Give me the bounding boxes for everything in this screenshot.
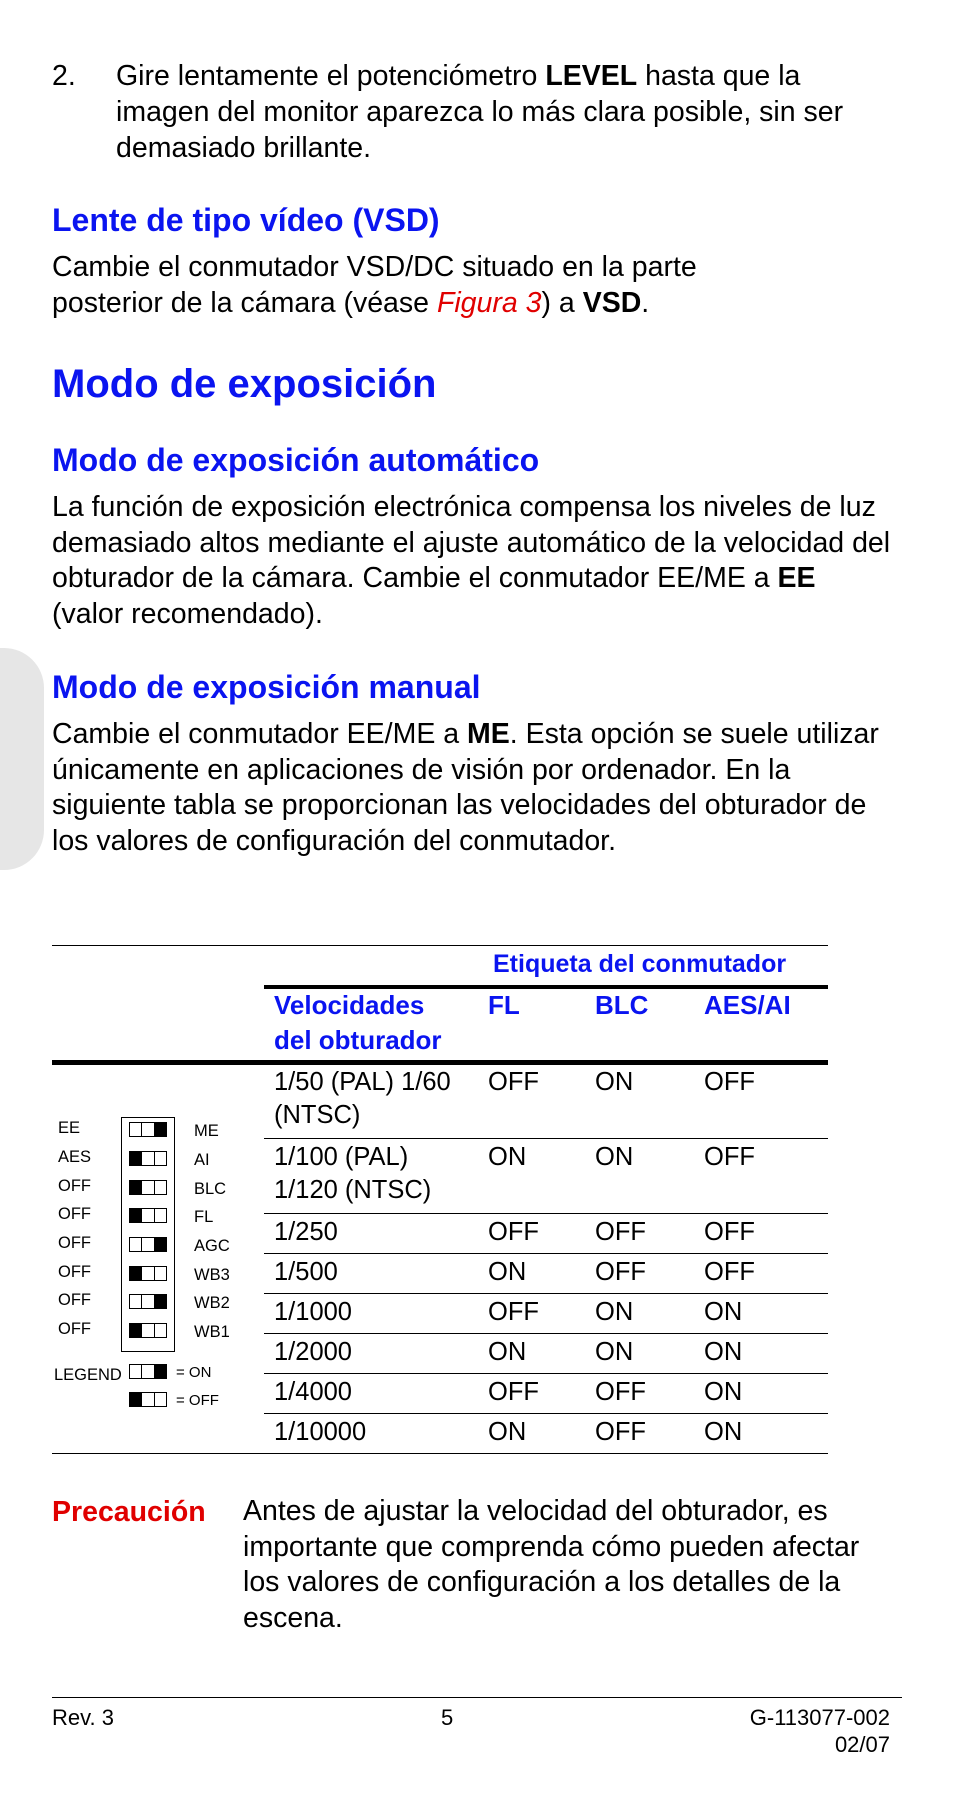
numbered-step bbox=[52, 58, 892, 166]
row-divider bbox=[264, 1138, 828, 1139]
table-row-6-fl: OFF bbox=[488, 1378, 539, 1406]
table-row-2-speed: 1/250 bbox=[274, 1218, 338, 1246]
step-text: Gire lentamente el potenciómetro LEVEL hasta que la imagen del monitor aparezca lo más clara posible, sin ser demasiado brillante. bbox=[116, 60, 844, 164]
switch-left-label: OFF bbox=[58, 1291, 91, 1309]
row-divider bbox=[264, 1373, 828, 1374]
header-bottom-rule bbox=[52, 1060, 828, 1065]
table-row-5-speed: 1/2000 bbox=[274, 1338, 352, 1366]
table-row-6-blc: OFF bbox=[595, 1378, 646, 1406]
table-row-1-aes: OFF bbox=[704, 1143, 755, 1171]
table-row-7-speed: 1/10000 bbox=[274, 1418, 367, 1446]
switch-left-label: OFF bbox=[58, 1263, 91, 1281]
table-row-0-speed: 1/50 (PAL) 1/60 (NTSC) bbox=[274, 1068, 451, 1129]
table-row-7-fl: ON bbox=[488, 1418, 527, 1446]
section-tab-marker bbox=[0, 648, 44, 870]
table-row-2-fl: OFF bbox=[488, 1218, 539, 1246]
row-divider bbox=[264, 1253, 828, 1254]
level-keyword: LEVEL bbox=[545, 60, 638, 92]
switch-left-label: OFF bbox=[58, 1177, 91, 1195]
switch-right-label: ME bbox=[194, 1122, 219, 1140]
dip-switch-aes-ai bbox=[129, 1151, 167, 1166]
table-bottom-rule bbox=[52, 1453, 828, 1454]
table-row-7-blc: OFF bbox=[595, 1418, 646, 1446]
row-divider bbox=[264, 1293, 828, 1294]
table-row-0-blc: ON bbox=[595, 1068, 634, 1096]
table-row-6-speed: 1/4000 bbox=[274, 1378, 352, 1406]
table-row-2-blc: OFF bbox=[595, 1218, 646, 1246]
switch-left-label: AES bbox=[58, 1148, 92, 1166]
table-row-6-aes: ON bbox=[704, 1378, 743, 1406]
legend-switch-on bbox=[129, 1364, 167, 1379]
caution-label: Precaución bbox=[52, 1496, 206, 1528]
table-row-0-aes: OFF bbox=[704, 1068, 755, 1096]
switch-left-label: OFF bbox=[58, 1234, 91, 1252]
vsd-heading: Lente de tipo vídeo (VSD) bbox=[52, 202, 440, 238]
exposure-mode-title: Modo de exposición bbox=[52, 362, 437, 406]
step-number: 2. bbox=[52, 60, 76, 92]
dip-switch-blc bbox=[129, 1180, 167, 1195]
switch-right-label: BLC bbox=[194, 1180, 227, 1198]
table-row-1-blc: ON bbox=[595, 1143, 634, 1171]
switch-right-label: WB3 bbox=[194, 1266, 230, 1284]
row-divider bbox=[264, 1333, 828, 1334]
table-row-1-speed: 1/100 (PAL) 1/120 (NTSC) bbox=[274, 1143, 432, 1204]
row-divider bbox=[264, 1413, 828, 1414]
table-row-5-aes: ON bbox=[704, 1338, 743, 1366]
table-row-3-fl: ON bbox=[488, 1258, 527, 1286]
switch-left-label: OFF bbox=[58, 1205, 91, 1223]
switch-left-label: EE bbox=[58, 1119, 81, 1137]
table-row-7-aes: ON bbox=[704, 1418, 743, 1446]
table-row-4-aes: ON bbox=[704, 1298, 743, 1326]
manual-exposure-paragraph: Cambie el conmutador EE/ME a ME. Esta opción se suele utilizar únicamente en aplicaciones de visión por ordenador. En la siguiente tabla se proporcionan las velocidades del obturador de los valores de configuración del conmutador. bbox=[52, 718, 879, 857]
switch-right-label: FL bbox=[194, 1208, 214, 1226]
figure-reference-link[interactable]: Figura 3 bbox=[436, 286, 542, 319]
table-row-4-speed: 1/1000 bbox=[274, 1298, 352, 1326]
table-row-5-blc: ON bbox=[595, 1338, 634, 1366]
row-divider bbox=[264, 1213, 828, 1214]
table-row-0-fl: OFF bbox=[488, 1068, 539, 1096]
table-row-3-speed: 1/500 bbox=[274, 1258, 338, 1286]
switch-label-group-header: Etiqueta del conmutador bbox=[493, 950, 787, 978]
legend-label: LEGEND bbox=[54, 1366, 122, 1384]
dip-switch-wb1 bbox=[129, 1323, 167, 1338]
dip-switch-wb2 bbox=[129, 1294, 167, 1309]
legend-off-label: = OFF bbox=[176, 1392, 219, 1409]
footer-revision: Rev. 3 bbox=[52, 1705, 114, 1730]
switch-right-label: WB1 bbox=[194, 1323, 230, 1341]
switch-left-label: OFF bbox=[58, 1320, 91, 1338]
dip-switch-fl bbox=[129, 1208, 167, 1223]
table-row-5-fl: ON bbox=[488, 1338, 527, 1366]
legend-switch-off bbox=[129, 1392, 167, 1407]
col-header-aes-ai: AES/AI bbox=[704, 990, 791, 1020]
table-row-4-blc: ON bbox=[595, 1298, 634, 1326]
table-row-3-blc: OFF bbox=[595, 1258, 646, 1286]
footer-doc-number: G-113077-002 bbox=[749, 1705, 890, 1730]
table-row-1-fl: ON bbox=[488, 1143, 527, 1171]
footer-page-number: 5 bbox=[441, 1705, 454, 1730]
footer-date: 02/07 bbox=[834, 1732, 890, 1757]
footer-rule bbox=[52, 1697, 902, 1698]
switch-right-label: AGC bbox=[194, 1237, 230, 1255]
auto-exposure-heading: Modo de exposición automático bbox=[52, 442, 540, 478]
dip-switch-agc bbox=[129, 1237, 167, 1252]
manual-exposure-heading: Modo de exposición manual bbox=[52, 669, 481, 705]
caution-text: Antes de ajustar la velocidad del obturador, es importante que comprenda cómo pueden afectar los valores de configuración a los detalles de la escena. bbox=[243, 1495, 860, 1634]
dip-switch-wb3 bbox=[129, 1266, 167, 1281]
col-header-fl: FL bbox=[488, 990, 520, 1020]
switch-right-label: WB2 bbox=[194, 1294, 230, 1312]
col-header-blc: BLC bbox=[595, 990, 649, 1020]
dip-switch-ee-me bbox=[129, 1122, 167, 1137]
vsd-paragraph: Cambie el conmutador VSD/DC situado en la parte posterior de la cámara (véase Figura 3) a VSD. bbox=[52, 251, 697, 319]
table-top-rule bbox=[52, 945, 828, 946]
table-row-4-fl: OFF bbox=[488, 1298, 539, 1326]
table-row-2-aes: OFF bbox=[704, 1218, 755, 1246]
auto-exposure-paragraph: La función de exposición electrónica compensa los niveles de luz demasiado altos mediante el ajuste automático de la velocidad del obturador de la cámara. Cambie el conmutador EE/ME a EE (valor recomendado). bbox=[52, 491, 891, 630]
table-row-3-aes: OFF bbox=[704, 1258, 755, 1286]
col-header-shutter-speed: Velocidades del obturador bbox=[274, 990, 442, 1055]
legend-on-label: = ON bbox=[176, 1364, 212, 1381]
switch-right-label: AI bbox=[194, 1151, 210, 1169]
